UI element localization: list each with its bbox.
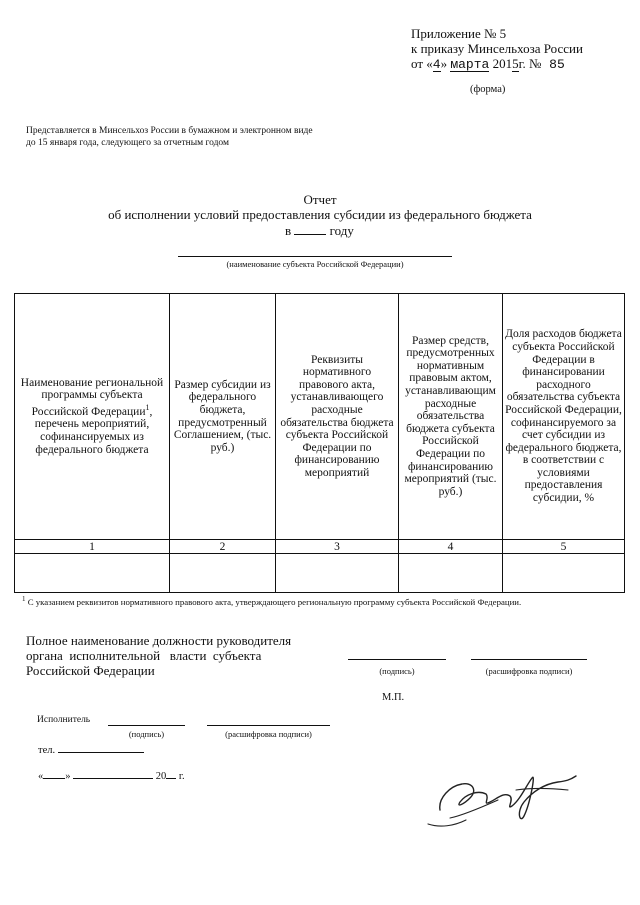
head-position-line2: органа исполнительной власти субъекта <box>26 648 262 663</box>
column-number: 2 <box>170 540 276 554</box>
submission-note-line1: Представляется в Минсельхоз России в бумажном и электронном виде <box>26 126 313 136</box>
table-header-row <box>15 294 625 540</box>
column-number: 1 <box>15 540 170 554</box>
attachment-date: от «4» марта 2015г. № 85 <box>411 56 565 72</box>
executor-year-blank <box>166 768 176 779</box>
report-year-line: в году <box>285 223 354 238</box>
form-label: (форма) <box>470 84 506 95</box>
attachment-year-digit: 5 <box>512 56 519 71</box>
data-cell <box>503 554 625 593</box>
head-decoding-line <box>471 659 587 660</box>
attachment-day: 4 <box>432 57 441 72</box>
head-signature-caption: (подпись) <box>379 666 415 676</box>
report-title: Отчет <box>303 192 337 207</box>
report-subtitle: об исполнении условий предоставления субсидии из федерального бюджета <box>108 207 532 222</box>
head-position-line1: Полное наименование должности руководителя <box>26 633 292 648</box>
executor-month-blank <box>73 768 153 779</box>
data-cell <box>15 554 170 593</box>
header-expense-share: Доля расходов бюджета субъекта Российской Федерации в финансировании расходного обязательства субъекта Российской Федерации, софинансируемого за счет субсидии из федерального бюджета, в соответствии с условиями предоставления субсидии, % <box>503 294 625 540</box>
executor-label: Исполнитель <box>37 715 91 725</box>
header-subsidy-size: Размер субсидии из федерального бюджета, предусмотренный Соглашением, (тыс. руб.) <box>170 294 276 540</box>
column-number: 3 <box>276 540 399 554</box>
header-funds-size: Размер средств, предусмотренных нормативным правовым актом, устанавливающим расходные обязательства бюджета субъекта Российской Федерации по финансированию мероприятий (тыс. руб.) <box>399 294 503 540</box>
data-cell <box>170 554 276 593</box>
head-decoding-caption: (расшифровка подписи) <box>485 666 573 676</box>
column-number: 4 <box>399 540 503 554</box>
handwritten-signature <box>420 758 585 833</box>
head-position-line3: Российской Федерации <box>26 663 155 678</box>
executor-decoding-line <box>207 725 330 726</box>
report-year-blank <box>294 222 326 235</box>
attachment-month: марта <box>450 57 490 72</box>
header-legal-act: Реквизиты нормативного правового акта, устанавливающего расходные обязательства бюджета субъекта Российской Федерации по финансированию мероприятий <box>276 294 399 540</box>
executor-date: « » 20 г. <box>38 768 185 782</box>
executor-phone: тел. <box>38 742 144 756</box>
submission-note-line2: до 15 января года, следующего за отчетным годом <box>26 138 230 148</box>
column-number: 5 <box>503 540 625 554</box>
table-data-row <box>15 554 625 593</box>
footnote: $^1$ С указанием реквизитов нормативного правового акта, утверждающего региональную программу субъекта Российской Федерации. <box>22 595 522 607</box>
attachment-order: к приказу Минсельхоза России <box>411 41 583 56</box>
table-number-row <box>15 540 625 554</box>
subject-caption: (наименование субъекта Российской Федерации) <box>226 259 404 269</box>
subject-name-line <box>178 256 452 257</box>
executor-signature-caption: (подпись) <box>128 729 165 739</box>
data-cell <box>276 554 399 593</box>
data-cell <box>399 554 503 593</box>
head-signature-line <box>348 659 446 660</box>
attachment-number: 85 <box>541 57 565 72</box>
attachment-title: Приложение № 5 <box>411 26 507 41</box>
executor-decoding-caption: (расшифровка подписи) <box>225 729 312 739</box>
header-program: Наименование региональной программы субъекта Российской Федерации$^1$, перечень мероприятий, софинансируемых из федерального бюджета <box>15 294 170 540</box>
report-table <box>14 293 625 593</box>
seal-mark: М.П. <box>382 692 405 703</box>
executor-signature-line <box>108 725 185 726</box>
executor-phone-blank <box>58 742 144 753</box>
executor-day-blank <box>43 768 65 779</box>
